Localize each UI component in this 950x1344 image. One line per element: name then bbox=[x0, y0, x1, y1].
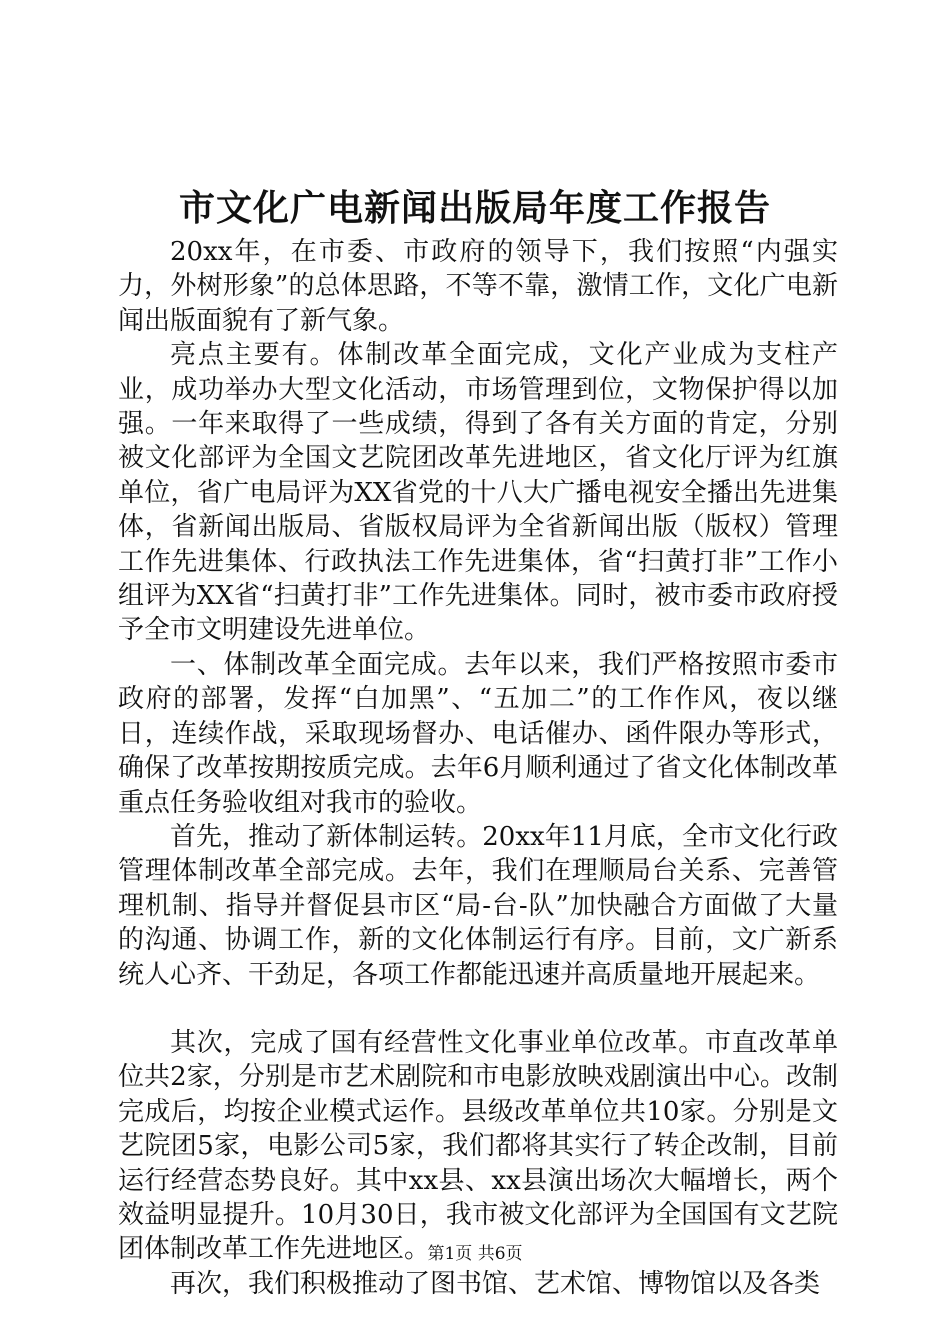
paragraph-highlights: 亮点主要有。体制改革全面完成，文化产业成为支柱产业，成功举办大型文化活动，市场管理到位，文物保护得以加强。一年来取得了一些成绩，得到了各有关方面的肯定，分别被文化部评为全国文艺院团改革先进地区，省文化厅评为红旗单位，省广电局评为XX省党的十八大广播电视安全播出先进集体，省新闻出版局、省版权局评为全省新闻出版（版权）管理工作先进集体、行政执法工作先进集体，省“扫黄打非”工作小组评为XX省“扫黄打非”工作先进集体。同时，被市委市政府授予全市文明建设先进单位。 bbox=[118, 340, 838, 646]
paragraph-second: 其次，完成了国有经营性文化事业单位改革。市直改革单位共2家，分别是市艺术剧院和市电影放映戏剧演出中心。改制完成后，均按企业模式运作。县级改革单位共10家。分别是文艺院团5家，电影公司5家，我们都将其实行了转企改制，目前运行经营态势良好。其中xx县、xx县演出场次大幅增长，两个效益明显提升。10月30日，我市被文化部评为全国国有文艺院团体制改革工作先进地区。 bbox=[118, 1027, 838, 1265]
paragraph-reform-complete: 一、体制改革全面完成。去年以来，我们严格按照市委市政府的部署，发挥“白加黑”、“五加二”的工作作风，夜以继日，连续作战，采取现场督办、电话催办、函件限办等形式，确保了改革按期按质完成。去年6月顺利通过了省文化体制改革重点任务验收组对我市的验收。 bbox=[118, 649, 838, 818]
paragraph-third: 再次，我们积极推动了图书馆、艺术馆、博物馆以及各类 bbox=[170, 1268, 821, 1299]
paragraph-intro: 20xx年，在市委、市政府的领导下，我们按照“内强实力，外树形象”的总体思路，不等不靠，激情工作，文化广电新闻出版面貌有了新气象。 bbox=[118, 237, 838, 336]
paragraph-first: 首先，推动了新体制运转。20xx年11月底，全市文化行政管理体制改革全部完成。去年，我们在理顺局台关系、完善管理机制、指导并督促县市区“局-台-队”加快融合方面做了大量的沟通、协调工作，新的文化体制运行有序。目前，文广新系统人心齐、干劲足，各项工作都能迅速并高质量地开展起来。 bbox=[118, 821, 838, 990]
document-title: 市文化广电新闻出版局年度工作报告 bbox=[178, 187, 771, 229]
page-footer: 第1页 共6页 bbox=[427, 1244, 523, 1264]
document-body bbox=[118, 235, 838, 1301]
